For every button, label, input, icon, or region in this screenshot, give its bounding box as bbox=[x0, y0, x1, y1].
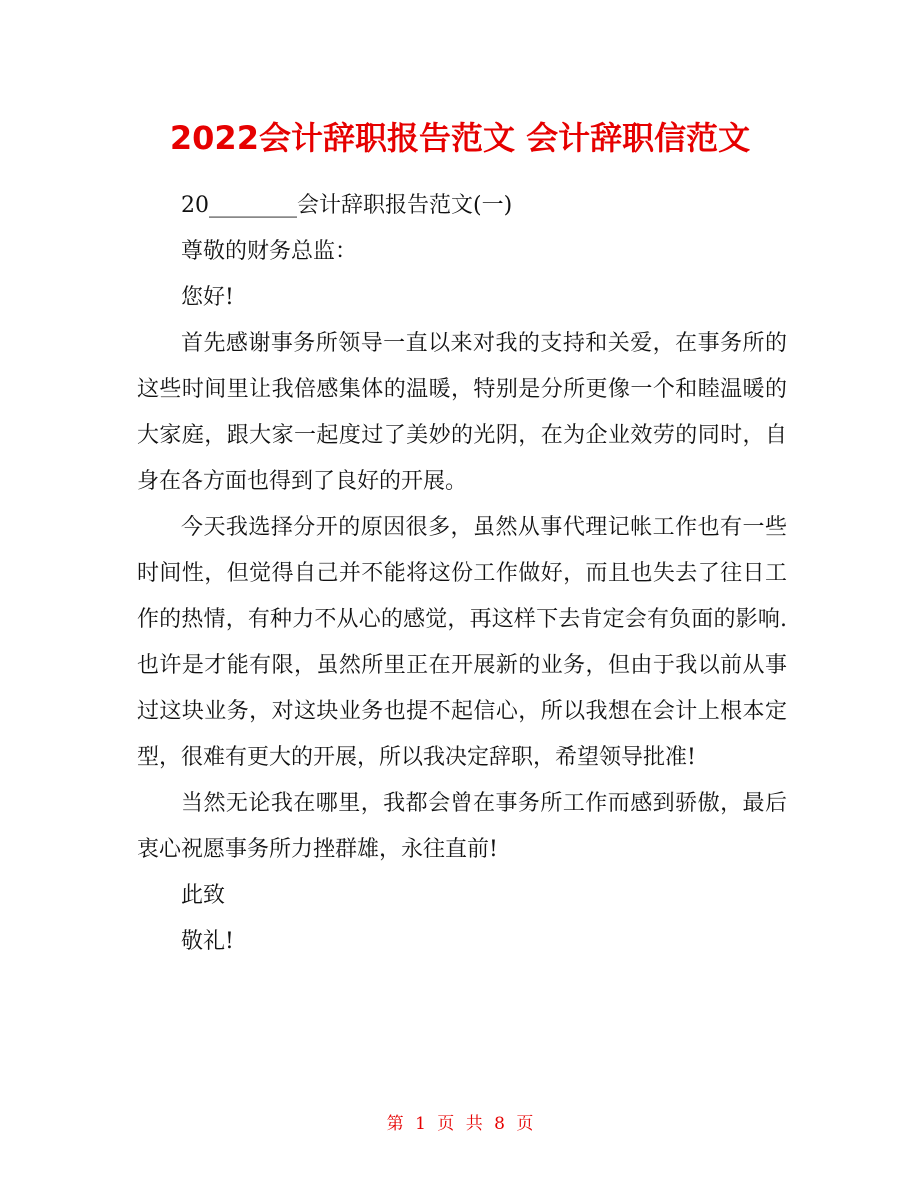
paragraph-reason: 今天我选择分开的原因很多，虽然从事代理记帐工作也有一些时间性，但觉得自己并不能将这份工作做好，而且也失去了往日工作的热情，有种力不从心的感觉，再这样下去肯定会有负面的影响.也许是才能有限，虽然所里正在开展新的业务，但由于我以前从事过这块业务，对这块业务也提不起信心，所以我想在会计上根本定型，很难有更大的开展，所以我决定辞职，希望领导批准! bbox=[137, 515, 787, 770]
document-subtitle: 20________会计辞职报告范文(一) bbox=[181, 193, 513, 218]
page-number-footer: 第 1 页 共 8 页 bbox=[386, 1114, 534, 1134]
paragraph-wishes: 当然无论我在哪里，我都会曾在事务所工作而感到骄傲，最后衷心祝愿事务所力挫群雄，永往直前! bbox=[137, 791, 787, 862]
document-title: 2022会计辞职报告范文 会计辞职信范文 bbox=[169, 119, 751, 157]
closing-line-2: 敬礼! bbox=[181, 929, 234, 954]
greeting: 您好! bbox=[181, 285, 234, 310]
paragraph-gratitude: 首先感谢事务所领导一直以来对我的支持和关爱，在事务所的这些时间里让我倍感集体的温暖，特别是分所更像一个和睦温暖的大家庭，跟大家一起度过了美妙的光阴，在为企业效劳的同时，自身在各方面也得到了良好的开展。 bbox=[137, 331, 787, 494]
closing-line-1: 此致 bbox=[181, 883, 226, 908]
salutation: 尊敬的财务总监： bbox=[181, 239, 358, 264]
document-body bbox=[137, 183, 787, 965]
